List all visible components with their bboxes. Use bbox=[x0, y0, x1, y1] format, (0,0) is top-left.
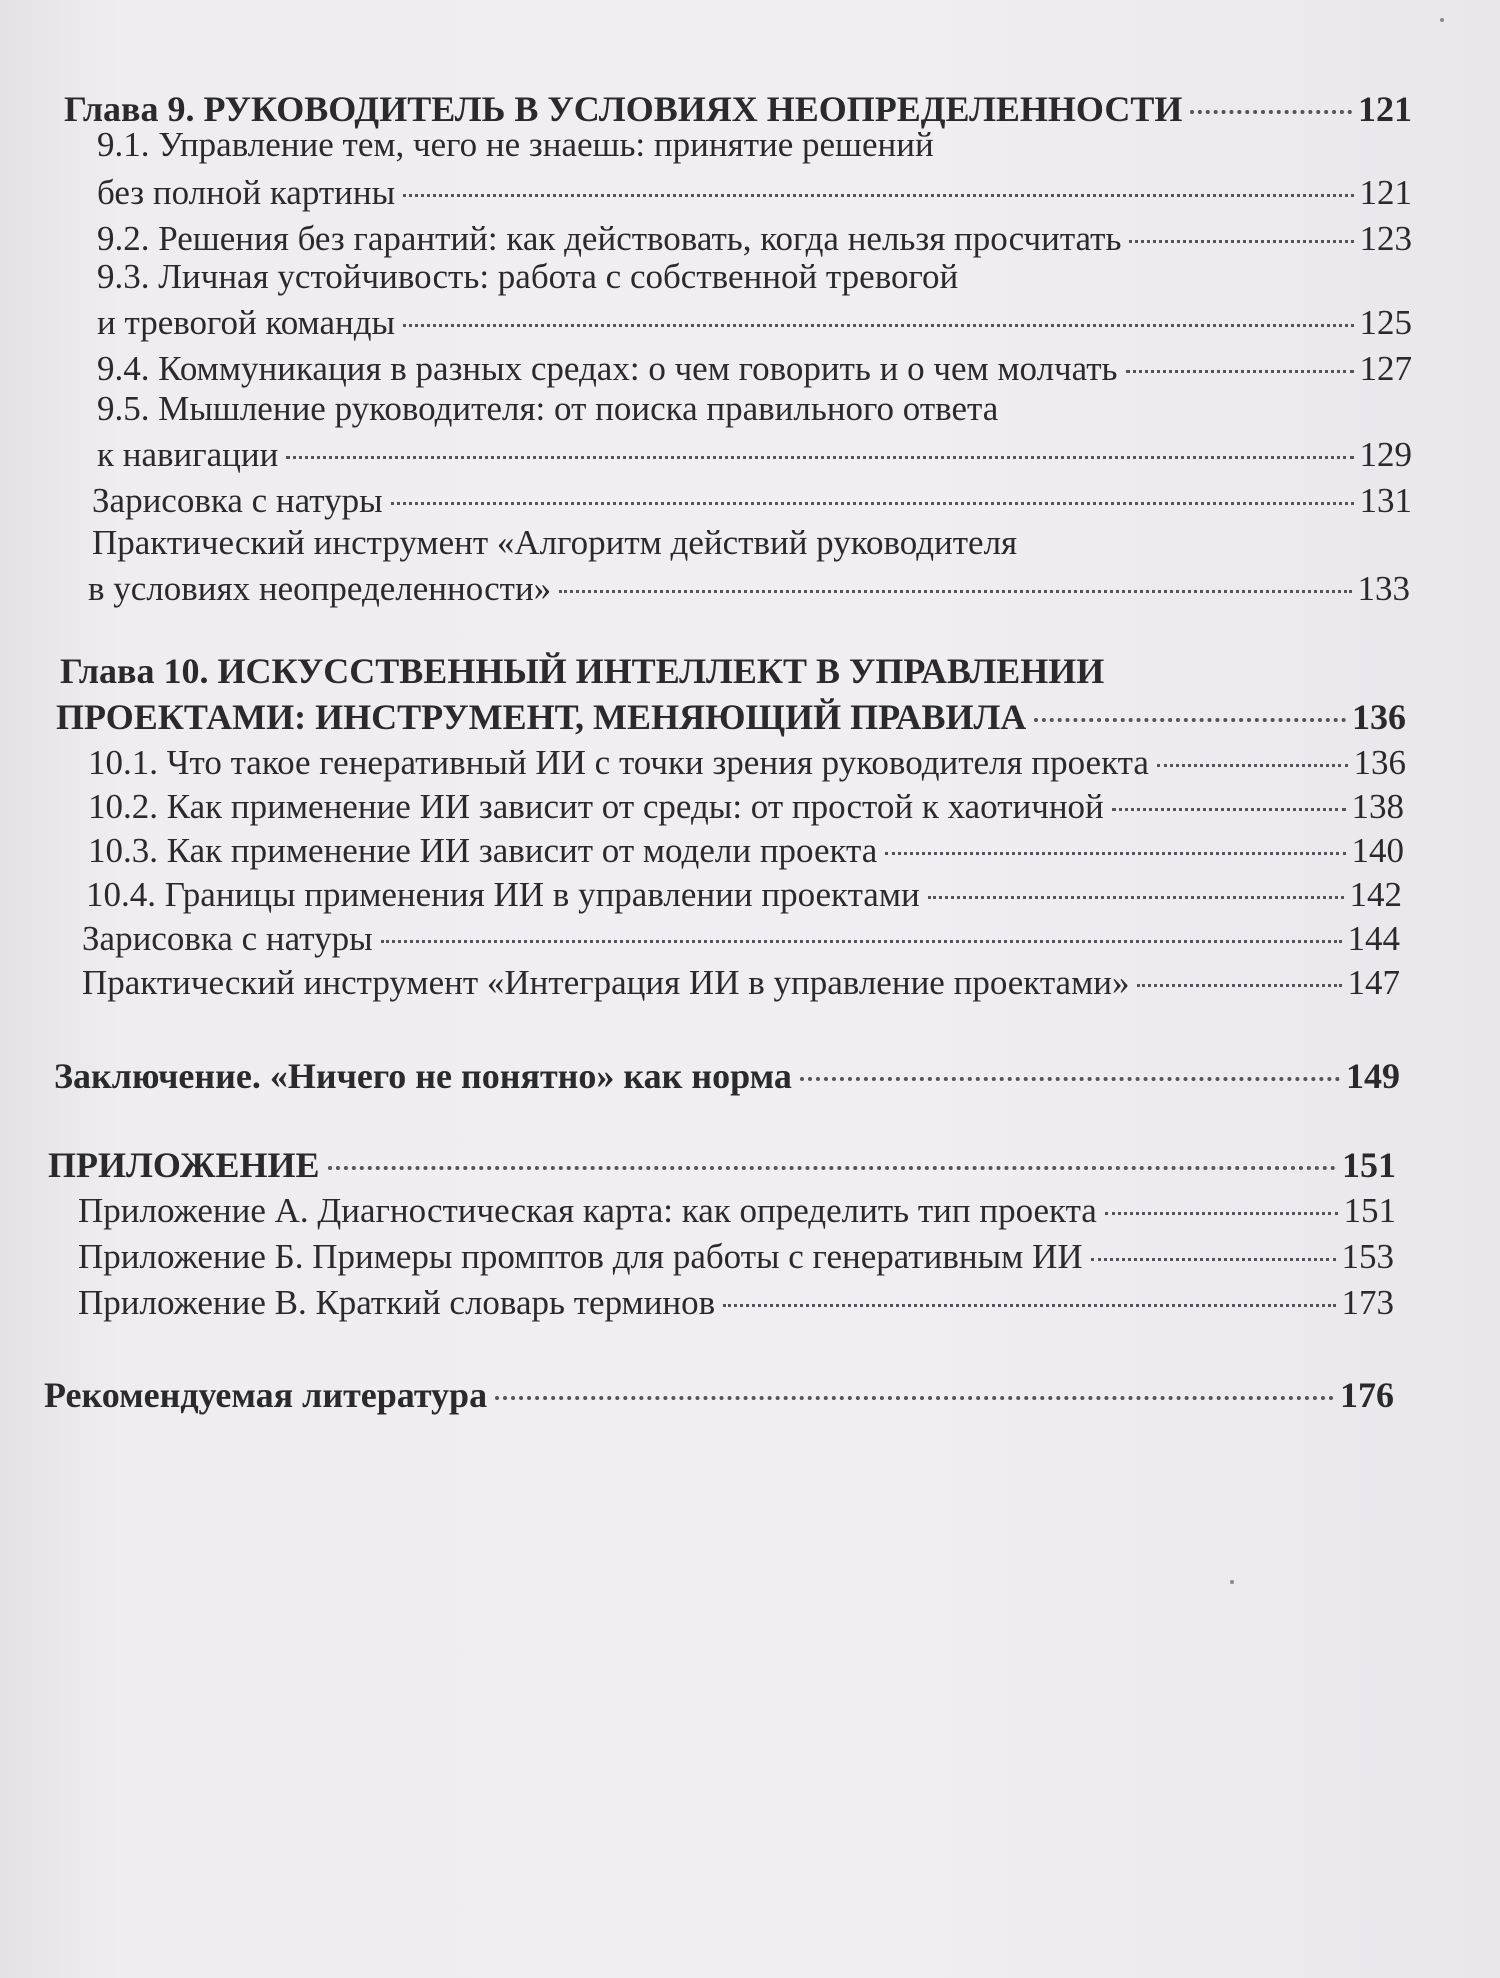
toc-entry-9-3[interactable] bbox=[97, 302, 1412, 344]
toc-page-number: 136 bbox=[1352, 697, 1406, 737]
toc-entry-9-tool-line1[interactable]: Практический инструмент «Алгоритм действий руководителя bbox=[92, 523, 1018, 562]
toc-page-number: 121 bbox=[1359, 173, 1412, 212]
toc-entry-text: Приложение Б. Примеры промптов для работы с генеративным ИИ bbox=[78, 1237, 1083, 1276]
dot-leader bbox=[1126, 370, 1354, 373]
toc-entry-text: 10.2. Как применение ИИ зависит от среды: от простой к хаотичной bbox=[88, 787, 1104, 826]
toc-entry-9-2[interactable] bbox=[97, 218, 1412, 260]
dot-leader bbox=[495, 1396, 1334, 1400]
toc-entry-text: и тревогой команды bbox=[97, 303, 396, 342]
toc-page-number: 140 bbox=[1351, 831, 1404, 870]
toc-page-number: 147 bbox=[1347, 963, 1400, 1002]
toc-entry-9-5[interactable] bbox=[97, 434, 1412, 476]
toc-entry-9-tool[interactable] bbox=[88, 568, 1410, 610]
toc-page-number: 125 bbox=[1359, 303, 1412, 342]
toc-entry-9-5-line1[interactable]: 9.5. Мышление руководителя: от поиска правильного ответа bbox=[97, 389, 999, 428]
toc-entry-text: Приложение А. Диагностическая карта: как определить тип проекта bbox=[78, 1191, 1097, 1230]
toc-entry-10-tool[interactable] bbox=[82, 962, 1400, 1004]
toc-page-number: 138 bbox=[1351, 787, 1404, 826]
toc-conclusion[interactable] bbox=[54, 1055, 1400, 1097]
toc-entry-9-1[interactable] bbox=[97, 172, 1412, 214]
dot-leader bbox=[1112, 808, 1346, 811]
toc-entry-appendix-b[interactable] bbox=[78, 1236, 1394, 1278]
toc-page-number: 121 bbox=[1358, 89, 1412, 129]
toc-chapter-title: ПРИЛОЖЕНИЕ bbox=[48, 1145, 320, 1185]
toc-appendix[interactable] bbox=[48, 1144, 1396, 1186]
toc-chapter-title: Глава 9. РУКОВОДИТЕЛЬ В УСЛОВИЯХ НЕОПРЕДЕЛЕННОСТИ bbox=[64, 89, 1183, 129]
toc-entry-appendix-c[interactable] bbox=[78, 1282, 1394, 1324]
toc-entry-9-sketch[interactable] bbox=[92, 480, 1412, 522]
toc-entry-text: 10.1. Что такое генеративный ИИ с точки зрения руководителя проекта bbox=[88, 743, 1149, 782]
toc-entry-text: 10.4. Границы применения ИИ в управлении проектами bbox=[86, 875, 920, 914]
dot-leader bbox=[381, 940, 1342, 943]
dot-leader bbox=[559, 590, 1351, 593]
toc-entry-text: Зарисовка с натуры bbox=[82, 919, 373, 958]
dot-leader bbox=[885, 852, 1345, 855]
dot-leader bbox=[723, 1304, 1335, 1307]
toc-entry-text: 9.2. Решения без гарантий: как действовать, когда нельзя просчитать bbox=[97, 219, 1122, 258]
toc-chapter-10[interactable] bbox=[56, 696, 1406, 738]
toc-entry-text: Приложение В. Краткий словарь терминов bbox=[78, 1283, 716, 1322]
toc-entry-text: в условиях неопределенности» bbox=[88, 569, 552, 608]
toc-entry-10-1[interactable] bbox=[88, 742, 1406, 784]
toc-entry-9-1-line1[interactable]: 9.1. Управление тем, чего не знаешь: принятие решений bbox=[97, 125, 934, 164]
dot-leader bbox=[1105, 1212, 1338, 1215]
dot-leader bbox=[800, 1077, 1340, 1081]
toc-page-number: 149 bbox=[1346, 1056, 1400, 1096]
dot-leader bbox=[391, 502, 1354, 505]
dot-leader bbox=[1157, 764, 1348, 767]
toc-chapter-10-line1[interactable]: Глава 10. ИСКУССТВЕННЫЙ ИНТЕЛЛЕКТ В УПРАВЛЕНИИ bbox=[60, 651, 1105, 691]
toc-literature[interactable] bbox=[44, 1374, 1394, 1416]
toc-entry-appendix-a[interactable] bbox=[78, 1190, 1396, 1232]
toc-page-number: 131 bbox=[1359, 481, 1412, 520]
toc-page-number: 176 bbox=[1340, 1375, 1394, 1415]
toc-page-number: 151 bbox=[1342, 1145, 1396, 1185]
dot-leader bbox=[1137, 984, 1341, 987]
dot-leader bbox=[1091, 1258, 1336, 1261]
toc-entry-9-4[interactable] bbox=[97, 348, 1412, 390]
toc-page-number: 129 bbox=[1359, 435, 1412, 474]
toc-entry-text: 10.3. Как применение ИИ зависит от модели проекта bbox=[88, 831, 878, 870]
toc-entry-text: Зарисовка с натуры bbox=[92, 481, 383, 520]
toc-entry-text: Практический инструмент «Интеграция ИИ в управление проектами» bbox=[82, 963, 1130, 1002]
toc-page-number: 133 bbox=[1357, 569, 1410, 608]
dot-leader bbox=[403, 194, 1353, 197]
toc-entry-10-sketch[interactable] bbox=[82, 918, 1400, 960]
toc-page-number: 173 bbox=[1341, 1283, 1394, 1322]
dot-leader bbox=[286, 456, 1353, 459]
dot-leader bbox=[403, 324, 1353, 327]
toc-page-number: 142 bbox=[1349, 875, 1402, 914]
toc-entry-10-4[interactable] bbox=[86, 874, 1402, 916]
dot-leader bbox=[1190, 110, 1352, 114]
toc-page-number: 144 bbox=[1347, 919, 1400, 958]
toc-page-number: 123 bbox=[1359, 219, 1412, 258]
toc-chapter-title: ПРОЕКТАМИ: ИНСТРУМЕНТ, МЕНЯЮЩИЙ ПРАВИЛА bbox=[56, 697, 1027, 737]
dot-leader bbox=[1129, 240, 1353, 243]
toc-entry-text: без полной картины bbox=[97, 173, 396, 212]
toc-entry-10-3[interactable] bbox=[88, 830, 1404, 872]
toc-entry-10-2[interactable] bbox=[88, 786, 1404, 828]
dot-leader bbox=[1034, 718, 1346, 722]
dot-leader bbox=[328, 1166, 1336, 1170]
toc-chapter-title: Заключение. «Ничего не понятно» как норма bbox=[54, 1056, 792, 1096]
toc-page-number: 153 bbox=[1341, 1237, 1394, 1276]
toc-page-number: 136 bbox=[1353, 743, 1406, 782]
toc-chapter-title: Рекомендуемая литература bbox=[44, 1375, 488, 1415]
toc-entry-text: к навигации bbox=[97, 435, 279, 474]
dot-leader bbox=[928, 896, 1344, 899]
toc-page-number: 151 bbox=[1343, 1191, 1396, 1230]
toc-entry-text: 9.4. Коммуникация в разных средах: о чем говорить и о чем молчать bbox=[97, 349, 1118, 388]
toc-page-number: 127 bbox=[1359, 349, 1412, 388]
toc-entry-9-3-line1[interactable]: 9.3. Личная устойчивость: работа с собственной тревогой bbox=[97, 257, 959, 296]
